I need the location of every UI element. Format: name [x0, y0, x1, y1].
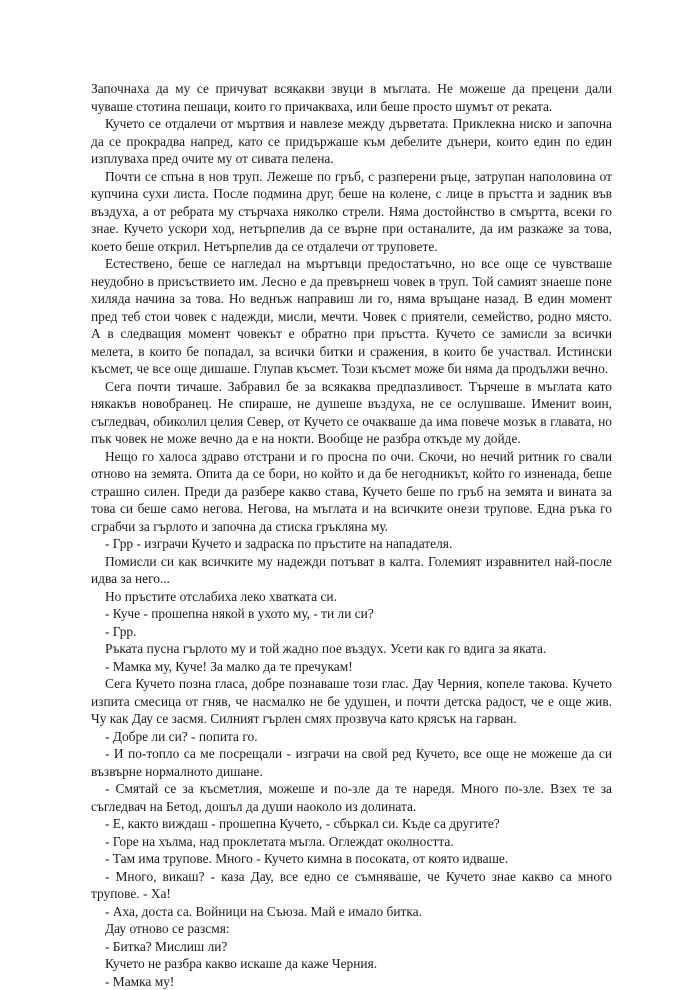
paragraph: Помисли си как всичките му надежди потъват в калта. Големият изравнител най-после идва за него... — [91, 553, 612, 588]
paragraph: Кучето не разбра какво искаше да каже Черния. — [91, 955, 612, 973]
dialogue-line: - Добре ли си? - попита го. — [91, 728, 612, 746]
dialogue-line: - Мамка му, Куче! За малко да те пречукам! — [91, 658, 612, 676]
paragraph: Сега Кучето позна гласа, добре познаваше този глас. Дау Черния, копеле такова. Кучето изпита смесица от гняв, че насмалко не бе удушен, и почти детска радост, че е още жив. Чу как Дау се засмя. Силният гърлен смях прозвуча като крясък на гарван. — [91, 675, 612, 728]
dialogue-line: - Куче - прошепна някой в ухото му, - ти ли си? — [91, 605, 612, 623]
paragraph: Естествено, беше се нагледал на мъртъвци предостатъчно, но все още се чувстваше неудобно в присъствието им. Лесно е да превърнеш човек в труп. Той самият знаеше поне хиляда начина за това. Но веднъж направиш ли го, няма връщане назад. В един момент пред теб стои човек с надежди, мисли, мечти. Човек с приятели, семейство, родно място. А в следващия момент човекът е обратно при пръстта. Кучето се замисли за всички мелета, в които бе попадал, за всички битки и сражения, в които бе участвал. Истински късмет, че все още дишаше. Глупав късмет. Този късмет може би няма да продължи вечно. — [91, 255, 612, 378]
dialogue-line: - Много, викаш? - каза Дау, все едно се съмняваше, че Кучето знае какво са много трупове. - Ха! — [91, 868, 612, 903]
paragraph: Почти се спъна в нов труп. Лежеше по гръб, с разперени ръце, затрупан наполовина от купчина сухи листа. После подмина друг, беше на колене, с лице в пръстта и задник във въздуха, а от ребрата му стърчаха няколко стрели. Няма достойнство в смъртта, всеки го знае. Кучето ускори ход, нетърпелив да се върне при останалите, да им разкаже за това, което беше открил. Нетърпелив да се отдалечи от труповете. — [91, 168, 612, 256]
paragraph: Сега почти тичаше. Забравил бе за всякаква предпазливост. Търчеше в мъглата като някакъв новобранец. Не спираше, не душеше въздуха, не се ослушваше. Именит воин, съгледвач, обиколил целия Север, от Кучето се очакваше да има повече мозък в главата, но пък човек не може вечно да е на нокти. Вообще не разбра откъде му дойде. — [91, 378, 612, 448]
paragraph: Ръката пусна гърлото му и той жадно пое въздух. Усети как го вдига за яката. — [91, 640, 612, 658]
dialogue-line: - И по-топло са ме посрещали - изграчи на свой ред Кучето, все още не можеше да си възвърне нормалното дишане. — [91, 745, 612, 780]
paragraph: Нещо го халоса здраво отстрани и го просна по очи. Скочи, но нечий ритник го свали отново на земята. Опита да се бори, но който и да бе негодникът, който го изненада, беше страшно силен. Преди да разбере какво става, Кучето беше по гръб на земята и вината за това си беше само негова. Негова, на мъглата и на всичките онези трупове. Една ръка го сграбчи за гърлото и започна да стиска гръкляна му. — [91, 448, 612, 536]
dialogue-line: - Е, както виждаш - прошепна Кучето, - сбъркал си. Къде са другите? — [91, 815, 612, 833]
dialogue-line: - Грр - изграчи Кучето и задраска по пръстите на нападателя. — [91, 535, 612, 553]
dialogue-line: - Мамка му! — [91, 973, 612, 990]
paragraph: Дау отново се разсмя: — [91, 920, 612, 938]
dialogue-line: - Грр. — [91, 623, 612, 641]
dialogue-line: - Горе на хълма, над проклетата мъгла. Оглеждат околността. — [91, 833, 612, 851]
dialogue-line: - Смятай се за късметлия, можеше и по-зле да те наредя. Много по-зле. Взех те за съгледвач на Бетод, дошъл да души наоколо из долината. — [91, 780, 612, 815]
dialogue-line: - Аха, доста са. Войници на Съюза. Май е имало битка. — [91, 903, 612, 921]
paragraph: Кучето се отдалечи от мъртвия и навлезе между дърветата. Приклекна ниско и започна да се прокрадва напред, като се придържаше към дебелите дънери, които един по един изплуваха пред очите му от сивата пелена. — [91, 115, 612, 168]
dialogue-line: - Битка? Мислиш ли? — [91, 938, 612, 956]
dialogue-line: - Там има трупове. Много - Кучето кимна в посоката, от която идваше. — [91, 850, 612, 868]
paragraph: Но пръстите отслабиха леко хватката си. — [91, 588, 612, 606]
document-page — [91, 80, 612, 990]
paragraph: Започнаха да му се причуват всякакви звуци в мъглата. Не можеше да прецени дали чуваше стотина пешаци, които го причакваха, или беше просто шумът от реката. — [91, 80, 612, 115]
